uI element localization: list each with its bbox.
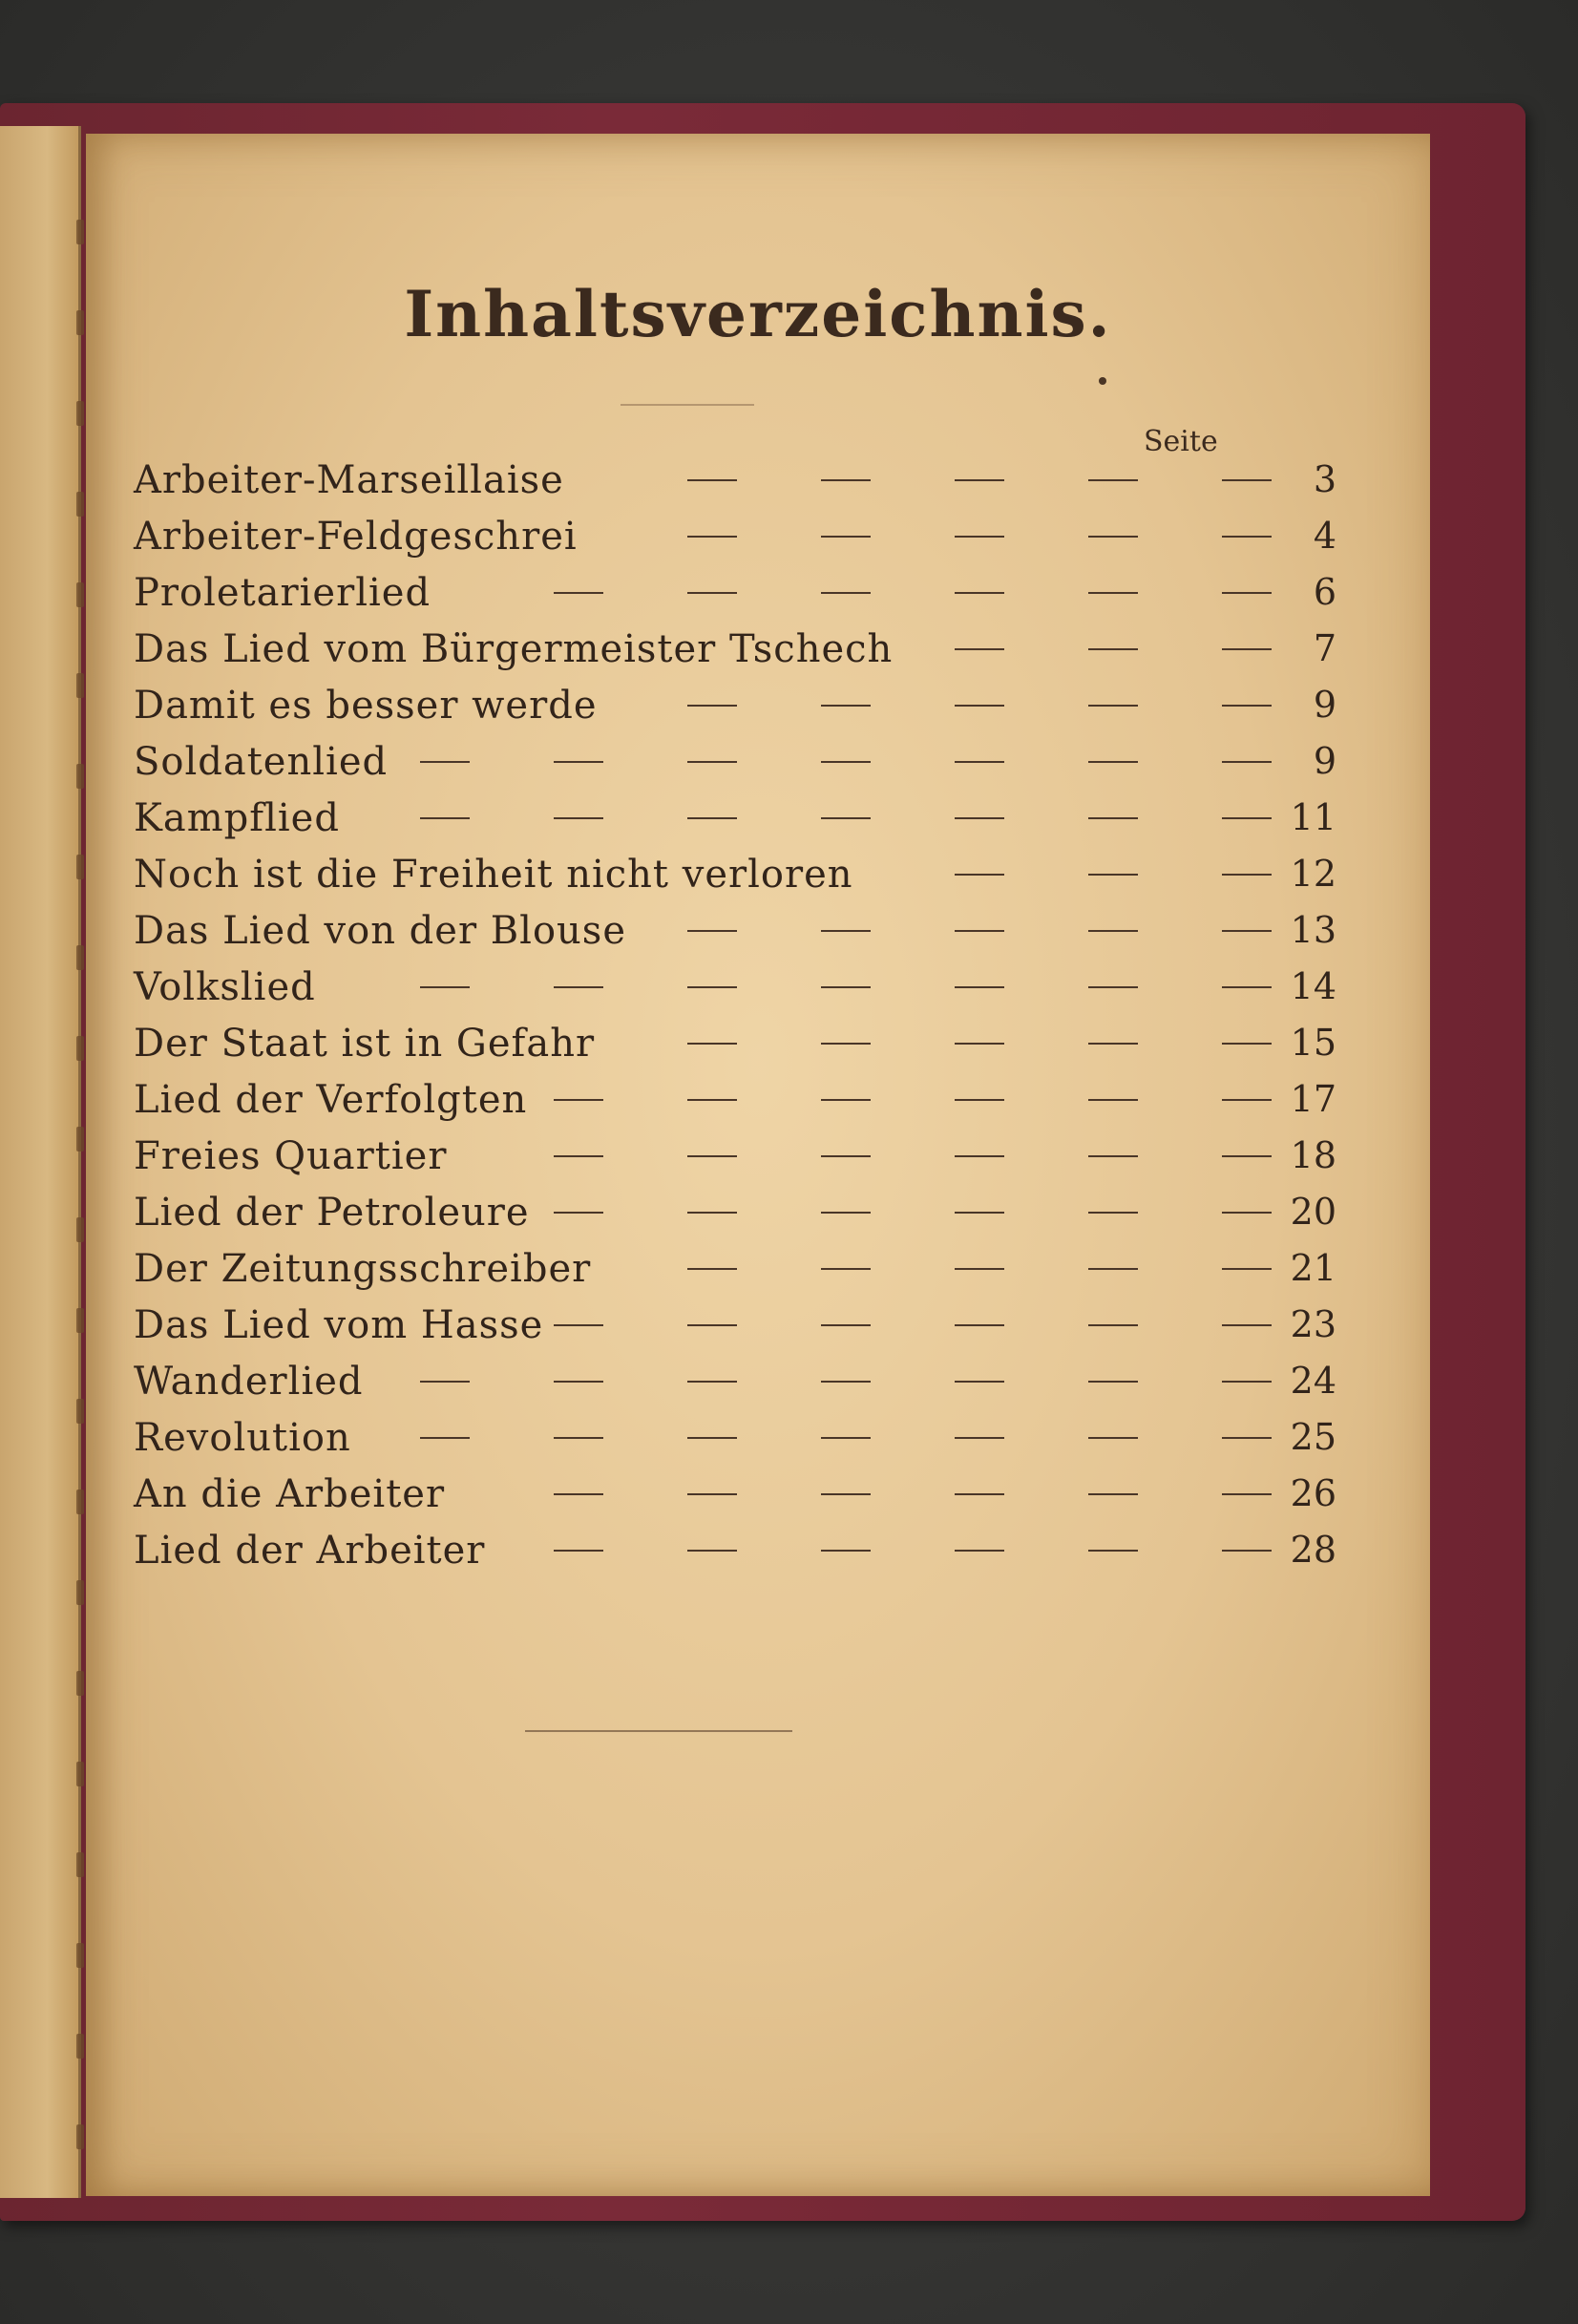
- stitch-mark: [76, 764, 84, 789]
- leader-dash: [1088, 874, 1138, 876]
- leader-dash: [687, 1550, 737, 1552]
- leader-dash: [955, 930, 1004, 932]
- leader-dash: [1088, 536, 1138, 538]
- leader-dash: [821, 930, 871, 932]
- leader-dash: [955, 1043, 1004, 1045]
- toc-entry: [134, 1360, 1336, 1416]
- toc-entry-page: 17: [1290, 1078, 1336, 1120]
- leader-dash: [1222, 1324, 1272, 1326]
- leader-dash: [1222, 874, 1272, 876]
- toc-entry: [134, 853, 1336, 909]
- leader-dash: [1222, 1550, 1272, 1552]
- toc-entry-title: Freies Quartier: [134, 1134, 448, 1178]
- leader-dash: [821, 1268, 871, 1270]
- table-of-contents: [134, 458, 1336, 1585]
- previous-page-edge: [0, 126, 81, 2198]
- toc-entry-title: Lied der Petroleure: [134, 1191, 530, 1235]
- leader-dash: [687, 479, 737, 481]
- toc-entry-title: Volkslied: [134, 965, 316, 1009]
- toc-entry: [134, 1134, 1336, 1191]
- toc-entry-title: Wanderlied: [134, 1360, 364, 1404]
- toc-entry-title: Lied der Arbeiter: [134, 1529, 486, 1573]
- stitch-mark: [76, 1489, 84, 1514]
- leader-dash: [687, 705, 737, 707]
- toc-entry-page: 15: [1290, 1022, 1336, 1064]
- leader-dash: [955, 1493, 1004, 1495]
- leader-dash: [821, 817, 871, 819]
- leader-dash: [1088, 1493, 1138, 1495]
- leader-dash: [420, 986, 470, 988]
- toc-entry-page: 14: [1290, 965, 1336, 1007]
- leader-dash: [554, 1324, 603, 1326]
- toc-entry: [134, 909, 1336, 965]
- leader-dash: [554, 817, 603, 819]
- leader-dash: [821, 1437, 871, 1439]
- stitch-mark: [76, 1399, 84, 1424]
- leader-dash: [687, 1493, 737, 1495]
- leader-dash: [420, 761, 470, 763]
- leader-dash: [687, 592, 737, 594]
- stitch-mark: [76, 1580, 84, 1605]
- toc-entry-title: Der Zeitungsschreiber: [134, 1247, 592, 1291]
- leader-dash: [687, 536, 737, 538]
- toc-entry-title: Das Lied vom Bürgermeister Tschech: [134, 627, 894, 671]
- leader-dash: [955, 536, 1004, 538]
- stitch-mark: [76, 582, 84, 607]
- leader-dash: [554, 1550, 603, 1552]
- leader-dash: [955, 1212, 1004, 1214]
- toc-entry-title: Das Lied von der Blouse: [134, 909, 627, 953]
- toc-entry: [134, 1191, 1336, 1247]
- leader-dash: [1088, 648, 1138, 650]
- leader-dash: [554, 1493, 603, 1495]
- toc-entry: [134, 1078, 1336, 1134]
- toc-entry-page: 20: [1290, 1191, 1336, 1233]
- leader-dash: [1222, 648, 1272, 650]
- leader-dash: [955, 1268, 1004, 1270]
- leader-dash: [955, 479, 1004, 481]
- leader-dash: [1222, 592, 1272, 594]
- leader-dash: [554, 1212, 603, 1214]
- toc-entry: [134, 1022, 1336, 1078]
- leader-dash: [1088, 1155, 1138, 1157]
- leader-dash: [554, 1155, 603, 1157]
- leader-dash: [1088, 761, 1138, 763]
- toc-entry: [134, 627, 1336, 684]
- leader-dash: [1222, 1043, 1272, 1045]
- stitch-mark: [76, 1943, 84, 1968]
- leader-dash: [687, 930, 737, 932]
- leader-dash: [687, 1043, 737, 1045]
- leader-dash: [687, 1324, 737, 1326]
- toc-entry-page: 13: [1290, 909, 1336, 951]
- stitch-mark: [76, 2034, 84, 2059]
- toc-entry-page: 9: [1313, 740, 1336, 782]
- toc-entry: [134, 515, 1336, 571]
- book-page: [86, 134, 1430, 2196]
- leader-dash: [1088, 1324, 1138, 1326]
- toc-entry-page: 3: [1313, 458, 1336, 500]
- closing-rule: [525, 1730, 792, 1732]
- toc-entry-title: Arbeiter-Feldgeschrei: [134, 515, 578, 559]
- leader-dash: [1088, 986, 1138, 988]
- leader-dash: [1088, 930, 1138, 932]
- toc-entry-title: Das Lied vom Hasse: [134, 1303, 544, 1347]
- leader-dash: [687, 761, 737, 763]
- stitch-mark: [76, 945, 84, 970]
- toc-entry-page: 26: [1290, 1472, 1336, 1514]
- toc-entry-title: Arbeiter-Marseillaise: [134, 458, 564, 502]
- leader-dash: [955, 1381, 1004, 1383]
- leader-dash: [1088, 1437, 1138, 1439]
- toc-entry: [134, 1247, 1336, 1303]
- toc-entry-title: An die Arbeiter: [134, 1472, 446, 1516]
- toc-entry-page: 11: [1290, 796, 1336, 838]
- leader-dash: [955, 592, 1004, 594]
- leader-dash: [1222, 1099, 1272, 1101]
- leader-dash: [1222, 986, 1272, 988]
- toc-entry-page: 6: [1313, 571, 1336, 613]
- stitch-mark: [76, 673, 84, 698]
- leader-dash: [1222, 1437, 1272, 1439]
- leader-dash: [687, 817, 737, 819]
- leader-dash: [821, 1493, 871, 1495]
- stitch-mark: [76, 1217, 84, 1242]
- leader-dash: [1088, 1043, 1138, 1045]
- toc-entry: [134, 740, 1336, 796]
- stitch-mark: [76, 855, 84, 879]
- toc-entry-title: Revolution: [134, 1416, 351, 1460]
- leader-dash: [821, 761, 871, 763]
- leader-dash: [1222, 1381, 1272, 1383]
- leader-dash: [687, 1155, 737, 1157]
- leader-dash: [1088, 1550, 1138, 1552]
- toc-entry-page: 25: [1290, 1416, 1336, 1458]
- stitch-mark: [76, 401, 84, 426]
- leader-dash: [420, 1381, 470, 1383]
- leader-dash: [955, 648, 1004, 650]
- leader-dash: [821, 1550, 871, 1552]
- leader-dash: [687, 1437, 737, 1439]
- leader-dash: [1088, 1212, 1138, 1214]
- stitch-mark: [76, 492, 84, 517]
- toc-entry: [134, 1416, 1336, 1472]
- title-rule: [621, 404, 754, 406]
- stitch-mark: [76, 1036, 84, 1061]
- leader-dash: [1222, 817, 1272, 819]
- leader-dash: [420, 1437, 470, 1439]
- toc-entry: [134, 1472, 1336, 1529]
- stitch-mark: [76, 1127, 84, 1151]
- leader-dash: [554, 1099, 603, 1101]
- leader-dash: [687, 1212, 737, 1214]
- leader-dash: [1222, 1155, 1272, 1157]
- leader-dash: [821, 592, 871, 594]
- toc-entry: [134, 1529, 1336, 1585]
- leader-dash: [1222, 761, 1272, 763]
- leader-dash: [821, 705, 871, 707]
- leader-dash: [821, 1212, 871, 1214]
- leader-dash: [1088, 1268, 1138, 1270]
- leader-dash: [1088, 705, 1138, 707]
- toc-entry-page: 12: [1290, 853, 1336, 895]
- stitch-mark: [76, 220, 84, 244]
- leader-dash: [955, 1437, 1004, 1439]
- toc-entry-page: 21: [1290, 1247, 1336, 1289]
- leader-dash: [821, 1043, 871, 1045]
- toc-entry: [134, 458, 1336, 515]
- leader-dash: [1088, 817, 1138, 819]
- leader-dash: [1088, 1381, 1138, 1383]
- toc-entry: [134, 796, 1336, 853]
- leader-dash: [821, 1099, 871, 1101]
- leader-dash: [955, 761, 1004, 763]
- leader-dash: [1088, 592, 1138, 594]
- toc-entry-title: Lied der Verfolgten: [134, 1078, 528, 1122]
- leader-dash: [1088, 1099, 1138, 1101]
- leader-dash: [955, 1324, 1004, 1326]
- stitch-mark: [76, 310, 84, 335]
- leader-dash: [955, 1155, 1004, 1157]
- leader-dash: [554, 986, 603, 988]
- leader-dash: [1222, 1212, 1272, 1214]
- page-title: Inhaltsverzeichnis.: [404, 277, 1112, 351]
- leader-dash: [821, 1324, 871, 1326]
- leader-dash: [687, 1099, 737, 1101]
- toc-entry-page: 9: [1313, 684, 1336, 726]
- leader-dash: [955, 817, 1004, 819]
- toc-entry-title: Damit es besser werde: [134, 684, 598, 728]
- leader-dash: [420, 817, 470, 819]
- leader-dash: [955, 986, 1004, 988]
- leader-dash: [1222, 1493, 1272, 1495]
- toc-entry-title: Kampflied: [134, 796, 340, 840]
- toc-entry-page: 24: [1290, 1360, 1336, 1402]
- leader-dash: [955, 874, 1004, 876]
- toc-entry-page: 18: [1290, 1134, 1336, 1176]
- leader-dash: [821, 536, 871, 538]
- leader-dash: [687, 1381, 737, 1383]
- toc-entry-page: 23: [1290, 1303, 1336, 1345]
- stitch-mark: [76, 1852, 84, 1877]
- toc-entry: [134, 571, 1336, 627]
- leader-dash: [821, 986, 871, 988]
- leader-dash: [1222, 1268, 1272, 1270]
- leader-dash: [821, 1155, 871, 1157]
- leader-dash: [955, 705, 1004, 707]
- toc-entry: [134, 965, 1336, 1022]
- leader-dash: [1222, 705, 1272, 707]
- toc-entry-page: 4: [1313, 515, 1336, 557]
- stitch-mark: [76, 1308, 84, 1333]
- toc-entry-page: 7: [1313, 627, 1336, 669]
- toc-entry: [134, 684, 1336, 740]
- toc-entry-title: Noch ist die Freiheit nicht verloren: [134, 853, 853, 897]
- toc-entry: [134, 1303, 1336, 1360]
- toc-entry-title: Der Staat ist in Gefahr: [134, 1022, 596, 1066]
- stitch-mark: [76, 1762, 84, 1786]
- leader-dash: [554, 761, 603, 763]
- leader-dash: [554, 1437, 603, 1439]
- leader-dash: [1222, 930, 1272, 932]
- stitch-mark: [76, 1671, 84, 1696]
- ink-dot: [1099, 377, 1106, 385]
- leader-dash: [1088, 479, 1138, 481]
- leader-dash: [821, 479, 871, 481]
- toc-entry-title: Proletarierlied: [134, 571, 431, 615]
- toc-entry-title: Soldatenlied: [134, 740, 389, 784]
- leader-dash: [1222, 479, 1272, 481]
- toc-entry-page: 28: [1290, 1529, 1336, 1571]
- leader-dash: [554, 592, 603, 594]
- leader-dash: [687, 1268, 737, 1270]
- leader-dash: [1222, 536, 1272, 538]
- leader-dash: [955, 1099, 1004, 1101]
- page-column-label: Seite: [1144, 425, 1218, 458]
- leader-dash: [554, 1381, 603, 1383]
- leader-dash: [821, 1381, 871, 1383]
- leader-dash: [687, 986, 737, 988]
- stitch-mark: [76, 2124, 84, 2149]
- leader-dash: [955, 1550, 1004, 1552]
